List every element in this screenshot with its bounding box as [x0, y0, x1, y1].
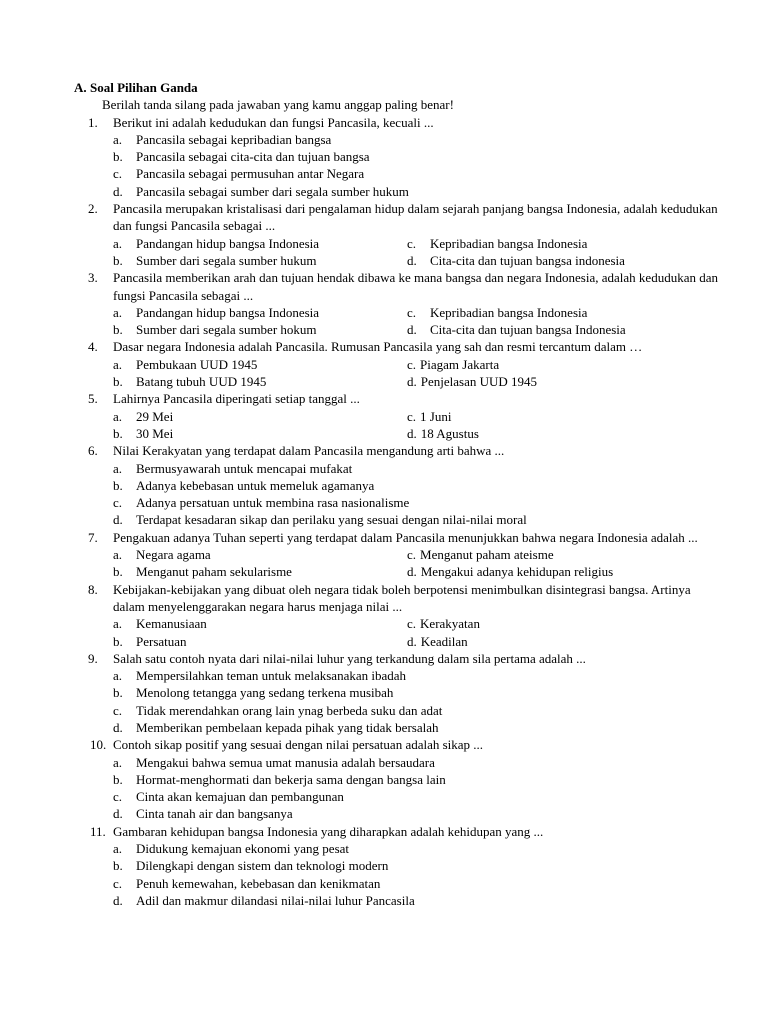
answer-option[interactable] — [113, 148, 724, 165]
answer-option[interactable] — [113, 563, 407, 580]
question-item — [74, 736, 724, 822]
option-letter: b. — [113, 149, 123, 165]
option-letter: b. — [113, 252, 123, 268]
option-text: Kepribadian bangsa Indonesia — [430, 304, 588, 320]
question-text: Kebijakan-kebijakan yang dibuat oleh negara tidak boleh berpotensi menimbulkan disintegrasi bangsa. Artinya dalam menyelenggarakan negara harus menjaga nilai ... — [113, 581, 691, 614]
option-text: Memberikan pembelaan kepada pihak yang tidak bersalah — [136, 719, 439, 735]
answer-option[interactable] — [113, 788, 724, 805]
answer-option[interactable] — [407, 235, 587, 252]
option-text: Pandangan hidup bangsa Indonesia — [136, 304, 320, 320]
option-letter: a. — [113, 460, 123, 476]
question-number: 8. — [88, 581, 98, 597]
answer-option[interactable] — [113, 875, 724, 892]
answer-option[interactable] — [113, 805, 724, 822]
answer-option[interactable] — [113, 183, 724, 200]
answer-options — [113, 235, 724, 270]
question-number: 11. — [90, 823, 106, 839]
option-text: Pancasila sebagai sumber dari segala sumber hukum — [136, 183, 409, 199]
answer-options — [113, 356, 724, 391]
answer-options — [113, 546, 724, 581]
option-letter: c. — [407, 304, 417, 320]
answer-option[interactable] — [113, 511, 724, 528]
option-text: Adil dan makmur dilandasi nilai-nilai luhur Pancasila — [136, 892, 415, 908]
option-text: Cita-cita dan tujuan bangsa indonesia — [430, 252, 625, 268]
answer-options — [113, 615, 724, 650]
answer-option[interactable] — [113, 304, 407, 321]
option-text: 30 Mei — [136, 425, 174, 441]
answer-option[interactable] — [113, 633, 407, 650]
answer-option[interactable] — [407, 546, 554, 563]
answer-option[interactable] — [113, 771, 724, 788]
option-row — [113, 235, 724, 252]
question-list — [74, 114, 724, 910]
answer-options — [113, 667, 724, 736]
question-number: 9. — [88, 650, 98, 666]
option-letter: c. — [113, 495, 123, 511]
answer-option[interactable] — [113, 252, 407, 269]
option-text: Penuh kemewahan, kebebasan dan kenikmatan — [136, 875, 381, 891]
answer-option[interactable] — [407, 633, 468, 650]
option-letter: a. — [113, 235, 123, 251]
question-number: 7. — [88, 529, 98, 545]
answer-option[interactable] — [113, 408, 407, 425]
option-text: Negara agama — [136, 547, 211, 563]
answer-option[interactable] — [407, 425, 479, 442]
option-letter: d. — [407, 374, 417, 390]
option-text: 1 Juni — [420, 408, 452, 424]
question-number: 3. — [88, 270, 98, 286]
answer-option[interactable] — [113, 373, 407, 390]
option-row — [113, 633, 724, 650]
answer-option[interactable] — [407, 373, 537, 390]
option-letter: a. — [113, 616, 123, 632]
option-letter: c. — [113, 166, 123, 182]
instruction-text: Berilah tanda silang pada jawaban yang kamu anggap paling benar! — [102, 97, 454, 113]
option-letter: a. — [113, 408, 123, 424]
option-letter: d. — [113, 719, 123, 735]
option-text: Cita-cita dan tujuan bangsa Indonesia — [430, 322, 626, 338]
option-text: Dilengkapi dengan sistem dan teknologi modern — [136, 858, 389, 874]
option-letter: a. — [113, 131, 123, 147]
answer-options — [113, 840, 724, 909]
option-letter: d. — [113, 892, 123, 908]
question-item — [74, 581, 724, 650]
question-item — [74, 442, 724, 528]
answer-option[interactable] — [113, 615, 407, 632]
question-text: Pancasila memberikan arah dan tujuan hendak dibawa ke mana bangsa dan negara Indonesia, adalah kedudukan dan fungsi Pancasila sebagai ... — [113, 270, 718, 303]
option-text: Adanya persatuan untuk membina rasa nasionalisme — [136, 495, 410, 511]
answer-options — [113, 408, 724, 443]
answer-option[interactable] — [113, 235, 407, 252]
option-row — [113, 304, 724, 321]
question-item — [74, 529, 724, 581]
option-text: Penjelasan UUD 1945 — [420, 374, 538, 390]
option-letter: c. — [407, 235, 417, 251]
option-text: Menganut paham ateisme — [420, 547, 554, 563]
question-number: 6. — [88, 443, 98, 459]
option-text: Kerakyatan — [420, 616, 480, 632]
answer-option[interactable] — [113, 546, 407, 563]
question-item — [74, 823, 724, 909]
question-text: Lahirnya Pancasila diperingati setiap tanggal ... — [113, 391, 360, 407]
option-letter: d. — [407, 322, 417, 338]
option-letter: b. — [113, 425, 123, 441]
answer-option[interactable] — [113, 754, 724, 771]
option-letter: b. — [113, 477, 123, 493]
answer-option[interactable] — [113, 684, 724, 701]
question-text: Pancasila merupakan kristalisasi dari pengalaman hidup dalam sejarah panjang bangsa Indonesia, adalah kedudukan dan fungsi Pancasila sebagai ... — [113, 201, 718, 234]
option-text: Pancasila sebagai cita-cita dan tujuan bangsa — [136, 149, 370, 165]
option-row — [113, 615, 724, 632]
answer-option[interactable] — [113, 667, 724, 684]
option-letter: a. — [113, 841, 123, 857]
option-text: Adanya kebebasan untuk memeluk agamanya — [136, 477, 375, 493]
option-letter: b. — [113, 771, 123, 787]
answer-option[interactable] — [407, 252, 625, 269]
section-title: Soal Pilihan Ganda — [90, 80, 198, 95]
option-text: Mengakui adanya kehidupan religius — [420, 564, 614, 580]
option-text: Hormat-menghormati dan bekerja sama dengan bangsa lain — [136, 771, 446, 787]
option-letter: d. — [113, 183, 123, 199]
answer-option[interactable] — [407, 563, 613, 580]
option-text: Bermusyawarah untuk mencapai mufakat — [136, 460, 353, 476]
question-item — [74, 200, 724, 269]
option-letter: b. — [113, 322, 123, 338]
section-letter: A. — [74, 80, 87, 95]
question-text: Pengakuan adanya Tuhan seperti yang terdapat dalam Pancasila menunjukkan bahwa negara Indonesia adalah ... — [113, 529, 698, 545]
answer-option[interactable] — [113, 857, 724, 874]
question-text: Salah satu contoh nyata dari nilai-nilai luhur yang terkandung dalam sila pertama adalah ... — [113, 650, 586, 666]
question-text: Contoh sikap positif yang sesuai dengan nilai persatuan adalah sikap ... — [113, 737, 484, 753]
option-text: Cinta tanah air dan bangsanya — [136, 806, 293, 822]
option-letter: d. — [407, 564, 417, 580]
question-number: 4. — [88, 339, 98, 355]
option-letter: b. — [113, 858, 123, 874]
option-text: Keadilan — [420, 633, 468, 649]
answer-option[interactable] — [407, 304, 587, 321]
option-letter: a. — [113, 754, 123, 770]
option-row — [113, 356, 724, 373]
option-letter: d. — [407, 252, 417, 268]
option-text: Pembukaan UUD 1945 — [136, 356, 258, 372]
question-item — [74, 114, 724, 200]
option-text: Pandangan hidup bangsa Indonesia — [136, 235, 320, 251]
answer-option[interactable] — [113, 321, 407, 338]
answer-option[interactable] — [113, 494, 724, 511]
question-number: 2. — [88, 201, 98, 217]
option-text: Mengakui bahwa semua umat manusia adalah bersaudara — [136, 754, 435, 770]
option-text: Cinta akan kemajuan dan pembangunan — [136, 789, 344, 805]
option-text: Kemanusiaan — [136, 616, 207, 632]
question-item — [74, 650, 724, 736]
option-letter: c. — [113, 789, 123, 805]
option-row — [113, 373, 724, 390]
option-text: 18 Agustus — [420, 425, 479, 441]
option-text: Mempersilahkan teman untuk melaksanakan ibadah — [136, 668, 407, 684]
option-letter: a. — [113, 304, 123, 320]
option-text: Sumber dari segala sumber hukum — [136, 252, 317, 268]
question-text: Dasar negara Indonesia adalah Pancasila. Rumusan Pancasila yang sah dan resmi tercantum dalam … — [113, 339, 643, 355]
question-number: 10. — [90, 737, 107, 753]
answer-option[interactable] — [113, 460, 724, 477]
option-letter: c. — [407, 547, 417, 563]
option-letter: a. — [113, 547, 123, 563]
option-letter: b. — [113, 564, 123, 580]
question-text: Nilai Kerakyatan yang terdapat dalam Pancasila mengandung arti bahwa ... — [113, 443, 505, 459]
option-letter: c. — [407, 408, 417, 424]
option-text: Tidak merendahkan orang lain ynag berbeda suku dan adat — [136, 702, 443, 718]
option-letter: d. — [407, 425, 417, 441]
option-text: Sumber dari segala sumber hokum — [136, 322, 317, 338]
option-text: Menganut paham sekularisme — [136, 564, 292, 580]
option-text: 29 Mei — [136, 408, 174, 424]
answer-options — [113, 304, 724, 339]
answer-option[interactable] — [113, 719, 724, 736]
answer-options — [113, 460, 724, 529]
answer-option[interactable] — [407, 408, 451, 425]
answer-option[interactable] — [113, 165, 724, 182]
answer-option[interactable] — [407, 615, 480, 632]
option-letter: c. — [113, 875, 123, 891]
option-row — [113, 321, 724, 338]
option-text: Didukung kemajuan ekonomi yang pesat — [136, 841, 350, 857]
option-row — [113, 408, 724, 425]
question-item — [74, 390, 724, 442]
question-item — [74, 269, 724, 338]
answer-option[interactable] — [113, 702, 724, 719]
question-number: 5. — [88, 391, 98, 407]
section-heading — [74, 79, 724, 96]
option-text: Menolong tetangga yang sedang terkena musibah — [136, 685, 394, 701]
option-row — [113, 563, 724, 580]
document-page — [74, 79, 724, 909]
answer-option[interactable] — [113, 131, 724, 148]
answer-option[interactable] — [113, 425, 407, 442]
option-text: Pancasila sebagai kepribadian bangsa — [136, 131, 332, 147]
option-letter: b. — [113, 633, 123, 649]
option-letter: d. — [113, 512, 123, 528]
option-text: Batang tubuh UUD 1945 — [136, 374, 267, 390]
option-text: Piagam Jakarta — [420, 356, 500, 372]
option-text: Pancasila sebagai permusuhan antar Negara — [136, 166, 365, 182]
option-text: Terdapat kesadaran sikap dan perilaku yang sesuai dengan nilai-nilai moral — [136, 512, 527, 528]
question-text: Berikut ini adalah kedudukan dan fungsi Pancasila, kecuali ... — [113, 114, 434, 130]
option-row — [113, 425, 724, 442]
option-text: Persatuan — [136, 633, 187, 649]
option-letter: d. — [113, 806, 123, 822]
answer-options — [113, 131, 724, 200]
option-letter: c. — [113, 702, 123, 718]
option-letter: a. — [113, 356, 123, 372]
answer-option[interactable] — [113, 840, 724, 857]
answer-option[interactable] — [113, 356, 407, 373]
question-item — [74, 338, 724, 390]
question-text: Gambaran kehidupan bangsa Indonesia yang diharapkan adalah kehidupan yang ... — [113, 823, 544, 839]
answer-option[interactable] — [113, 477, 724, 494]
answer-options — [113, 754, 724, 823]
option-row — [113, 252, 724, 269]
option-letter: a. — [113, 668, 123, 684]
option-letter: c. — [407, 356, 417, 372]
question-number: 1. — [88, 114, 98, 130]
option-row — [113, 546, 724, 563]
option-letter: b. — [113, 374, 123, 390]
option-letter: b. — [113, 685, 123, 701]
option-letter: d. — [407, 633, 417, 649]
answer-option[interactable] — [407, 356, 499, 373]
option-text: Kepribadian bangsa Indonesia — [430, 235, 588, 251]
answer-option[interactable] — [113, 892, 724, 909]
answer-option[interactable] — [407, 321, 626, 338]
option-letter: c. — [407, 616, 417, 632]
